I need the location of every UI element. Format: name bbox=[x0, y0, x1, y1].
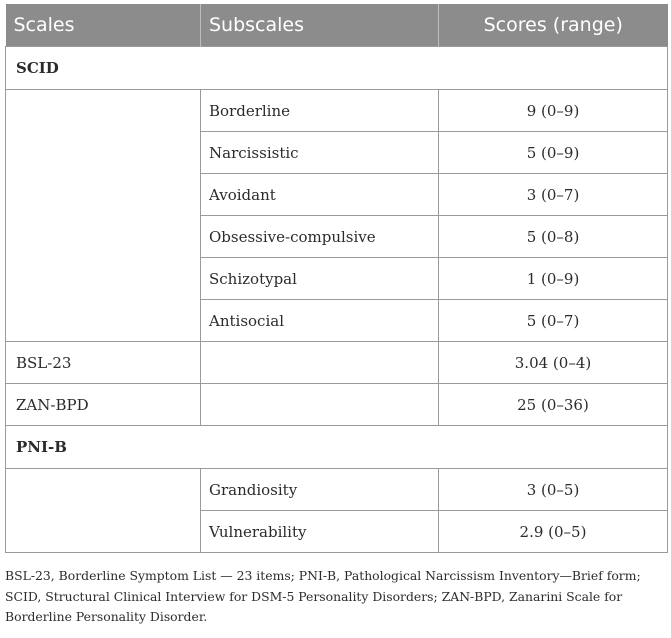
score-cell: 25 (0–36) bbox=[439, 384, 668, 426]
scale-cell: BSL-23 bbox=[6, 342, 201, 384]
table-row bbox=[6, 469, 668, 511]
score-cell: 3 (0–5) bbox=[439, 469, 668, 511]
subscale-cell bbox=[201, 384, 439, 426]
score-cell: 3 (0–7) bbox=[439, 174, 668, 216]
scales-table bbox=[5, 4, 668, 553]
subscale-cell: Obsessive-compulsive bbox=[201, 216, 439, 258]
scale-cell bbox=[6, 90, 201, 342]
scale-cell: ZAN-BPD bbox=[6, 384, 201, 426]
score-cell: 5 (0–8) bbox=[439, 216, 668, 258]
subscale-cell: Antisocial bbox=[201, 300, 439, 342]
score-cell: 2.9 (0–5) bbox=[439, 511, 668, 553]
subscale-cell: Avoidant bbox=[201, 174, 439, 216]
header-subscales: Subscales bbox=[201, 4, 439, 47]
group-row-pni-b bbox=[6, 426, 668, 469]
table-footnote: BSL-23, Borderline Symptom List — 23 items; PNI-B, Pathological Narcissism Inventory—Brief form; SCID, Structural Clinical Interview for DSM-5 Personality Disorders; ZAN-BPD, Zanarini Scale for Borderline Personality Disorder. bbox=[5, 568, 641, 624]
score-cell: 5 (0–9) bbox=[439, 132, 668, 174]
score-cell: 1 (0–9) bbox=[439, 258, 668, 300]
group-label: PNI-B bbox=[6, 426, 668, 469]
score-cell: 9 (0–9) bbox=[439, 90, 668, 132]
subscale-cell: Grandiosity bbox=[201, 469, 439, 511]
group-label: SCID bbox=[6, 47, 668, 90]
subscale-cell: Vulnerability bbox=[201, 511, 439, 553]
table-header-row bbox=[6, 4, 668, 47]
subscale-cell: Schizotypal bbox=[201, 258, 439, 300]
table-row bbox=[6, 384, 668, 426]
table-row bbox=[6, 90, 668, 132]
score-cell: 5 (0–7) bbox=[439, 300, 668, 342]
table-row bbox=[6, 342, 668, 384]
header-scales: Scales bbox=[6, 4, 201, 47]
score-cell: 3.04 (0–4) bbox=[439, 342, 668, 384]
header-scores: Scores (range) bbox=[439, 4, 668, 47]
scale-cell bbox=[6, 469, 201, 553]
subscale-cell: Borderline bbox=[201, 90, 439, 132]
subscale-cell bbox=[201, 342, 439, 384]
subscale-cell: Narcissistic bbox=[201, 132, 439, 174]
group-row-scid bbox=[6, 47, 668, 90]
